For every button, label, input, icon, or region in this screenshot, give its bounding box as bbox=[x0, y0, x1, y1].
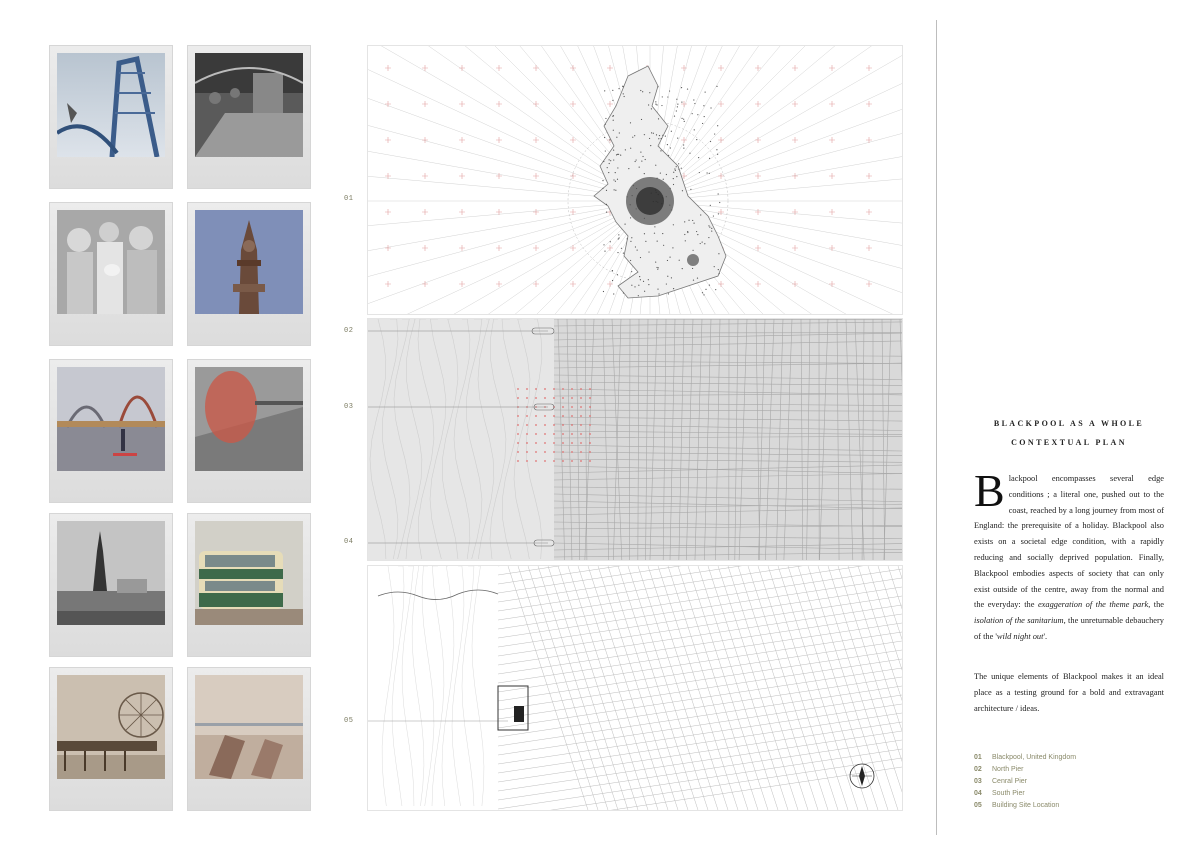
uk-radial-map-panel bbox=[367, 45, 903, 315]
para-emphasis-sanitarium: isolation of the sanitarium bbox=[974, 616, 1064, 626]
north-arrow-icon bbox=[850, 764, 874, 788]
map-legend bbox=[974, 752, 1076, 812]
uk-radial-map bbox=[368, 46, 902, 314]
rollercoaster-image bbox=[57, 53, 165, 157]
column-divider bbox=[936, 20, 937, 835]
legend-number: 02 bbox=[974, 766, 982, 773]
crowd-image bbox=[57, 210, 165, 314]
sub-heading: CONTEXTUAL PLAN bbox=[1011, 438, 1127, 447]
legend-label: Building Site Location bbox=[992, 802, 1060, 809]
legend-number: 03 bbox=[974, 778, 982, 785]
photo-tower-top bbox=[187, 202, 311, 346]
photo-tower-promenade bbox=[49, 513, 173, 657]
photo-tram bbox=[187, 513, 311, 657]
paddleboard-image bbox=[57, 367, 165, 471]
photo-rollercoaster bbox=[49, 45, 173, 189]
panel-label-01: 01 bbox=[344, 195, 354, 203]
para-text-c: , the unreturnable debauchery of the ' bbox=[974, 616, 1164, 641]
panel-label-05: 05 bbox=[344, 717, 354, 725]
legend-number: 05 bbox=[974, 802, 982, 809]
legend-number: 01 bbox=[974, 754, 982, 761]
ballroom-image bbox=[195, 53, 303, 157]
site-location-panel bbox=[367, 565, 903, 811]
piers-map-panel bbox=[367, 318, 903, 561]
panel-label-04: 04 bbox=[344, 538, 354, 546]
para-text-b: , the bbox=[1148, 600, 1164, 610]
deckchairs-image bbox=[195, 675, 303, 779]
photo-paddleboard bbox=[49, 359, 173, 503]
panel-label-02: 02 bbox=[344, 327, 354, 335]
photo-pier-wheel bbox=[49, 667, 173, 811]
photo-red-smoke bbox=[187, 359, 311, 503]
legend-label: Blackpool, United Kingdom bbox=[992, 754, 1077, 761]
tram-image bbox=[195, 521, 303, 625]
second-paragraph: The unique elements of Blackpool makes it an ideal place as a testing ground for a bold and extravagant architecture / ideas. bbox=[974, 672, 1164, 713]
main-heading: BLACKPOOL AS A WHOLE bbox=[993, 419, 1145, 428]
photo-ballroom bbox=[187, 45, 311, 189]
photo-crowd bbox=[49, 202, 173, 346]
legend-label: Cenral Pier bbox=[992, 778, 1028, 785]
tower-promenade-image bbox=[57, 521, 165, 625]
red-smoke-image bbox=[195, 367, 303, 471]
legend-number: 04 bbox=[974, 790, 982, 797]
legend-item bbox=[974, 764, 1076, 776]
para-text-d: '. bbox=[1043, 631, 1048, 641]
tower-top-image bbox=[195, 210, 303, 314]
pier-wheel-image bbox=[57, 675, 165, 779]
legend-item bbox=[974, 776, 1076, 788]
description-paragraph bbox=[974, 465, 1164, 645]
para-emphasis-theme-park: exaggeration of the theme park bbox=[1037, 600, 1149, 610]
legend-label: South Pier bbox=[992, 790, 1025, 797]
site-location-map bbox=[368, 566, 902, 810]
piers-street-map bbox=[368, 319, 902, 560]
legend-item bbox=[974, 800, 1076, 812]
legend-label: North Pier bbox=[992, 766, 1024, 773]
photo-deckchairs bbox=[187, 667, 311, 811]
para-text-a: lackpool encompasses several edge conditions ; a literal one, pushed out to the coast, reached by a long journey from most of England: the prerequisite of a holiday. Blackpool also exists on a societal edge condition, with a rapidly reducing and socially deprived population. Finally, Blackpool embodies aspects of society that can only exist outside of the centre, away from the normal and the everyday: the bbox=[974, 474, 1164, 610]
para-emphasis-night-out: wild night out bbox=[996, 631, 1044, 641]
dropcap-letter: B bbox=[974, 465, 1005, 516]
legend-item bbox=[974, 788, 1076, 800]
panel-label-03: 03 bbox=[344, 403, 354, 411]
legend-item bbox=[974, 752, 1076, 764]
